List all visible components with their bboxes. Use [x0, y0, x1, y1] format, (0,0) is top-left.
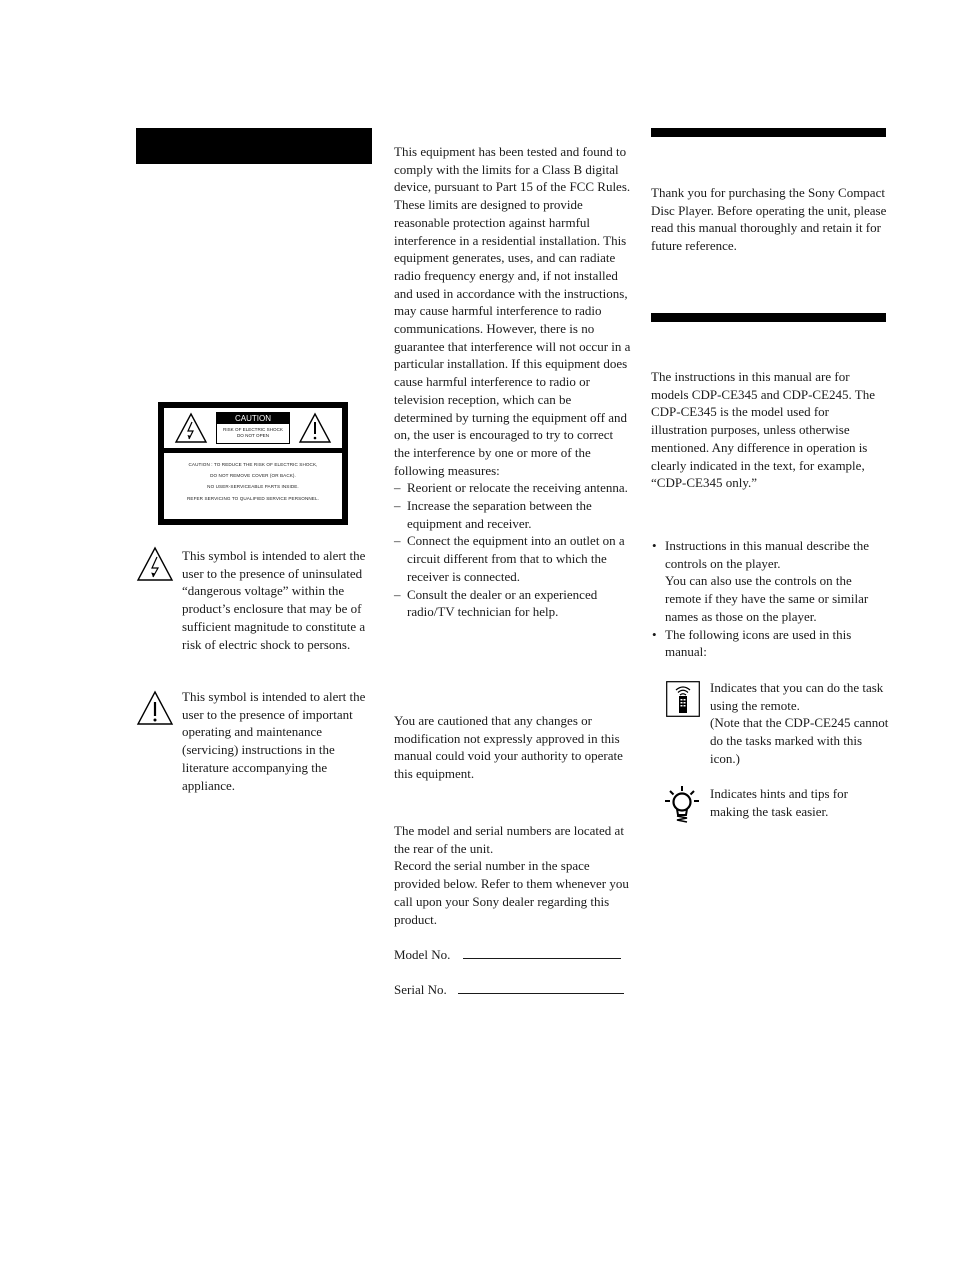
remote-icon [666, 681, 700, 717]
caution-label-subtitle [217, 424, 289, 438]
caution-label-top [164, 408, 342, 448]
measure-item: – Connect the equipment into an outlet on a circuit different from that to which the receiver is connected. [394, 532, 632, 585]
model-number-field [394, 946, 632, 964]
remote-icon-note: (Note that the CDP-CE245 cannot do the tasks marked with this icon.) [710, 715, 889, 766]
model-number-label: Model No. [394, 947, 451, 962]
convention-item [651, 537, 889, 626]
lightning-warning-icon [136, 546, 174, 582]
serial-record-text: Record the serial number in the space provided below. Refer to them whenever you call upon your Sony dealer regarding this product. [394, 858, 629, 927]
caution-label-line: DO NOT REMOVE COVER (OR BACK). [210, 473, 296, 479]
modification-caution [394, 712, 632, 783]
caution-label-line: CAUTION : TO REDUCE THE RISK OF ELECTRIC SHOCK, [188, 462, 318, 467]
caution-label-body [164, 453, 342, 519]
caution-label-line: REFER SERVICING TO QUALIFIED SERVICE PERSONNEL. [187, 495, 319, 501]
serial-section [394, 822, 632, 928]
caution-paragraph: You are cautioned that any changes or modification not expressly approved in this manual could void your authority to operate this equipment. [394, 713, 623, 782]
caution-label [158, 402, 348, 525]
fcc-statement: This equipment has been tested and found to comply with the limits for a Class B digital device, pursuant to Part 15 of the FCC Rules. These limits are designed to provide reasonable protection against harmful interference in a residential installation. This equipment generates, uses, and can radiate radio frequency energy and, if not installed and used in accordance with the instructions, may cause harmful interference to radio communications. However, there is no guarantee that interference will not occur in a particular installation. If this equipment does cause harmful interference to radio or television reception, which can be determined by turning the equipment off and on, the user is encouraged to try to correct the interference by one or more of the following measures: [394, 144, 631, 478]
measure-item: – Reorient or relocate the receiving antenna. [394, 479, 632, 497]
serial-number-blank[interactable] [458, 981, 624, 994]
serial-number-field [394, 981, 632, 999]
lightning-warning-icon [174, 412, 208, 444]
caution-label-head [216, 412, 290, 444]
welcome-section [651, 184, 887, 255]
remote-icon-description [710, 679, 890, 768]
about-manual-heading-bar [651, 313, 886, 322]
welcome-text: Thank you for purchasing the Sony Compact Disc Player. Before operating the unit, please read this manual thoroughly and retain it for future reference. [651, 185, 887, 254]
measure-item: – Increase the separation between the equipment and receiver. [394, 497, 632, 532]
warning-heading-bar [136, 128, 372, 164]
exclamation-warning-icon [136, 690, 174, 726]
convention-text: You can also use the controls on the remote if they have the same or similar names as those on the player. [665, 573, 869, 624]
welcome-heading-bar [651, 128, 886, 137]
measure-item: – Consult the dealer or an experienced radio/TV technician for help. [394, 586, 632, 621]
voltage-symbol-description: This symbol is intended to alert the user to the presence of uninsulated “dangerous voltage” within the product’s enclosure that may be of sufficient magnitude to constitute a risk of electric shock to persons. [182, 548, 366, 652]
tip-icon-description: Indicates hints and tips for making the task easier. [710, 786, 848, 819]
attention-symbol-description: This symbol is intended to alert the user to the presence of important operating and maintenance (servicing) instructions in the literature accompanying the appliance. [182, 689, 366, 793]
about-manual-section [651, 368, 887, 492]
remote-icon-text: Indicates that you can do the task using the remote. [710, 680, 884, 713]
exclamation-warning-icon [298, 412, 332, 444]
serial-number-label: Serial No. [394, 982, 447, 997]
lightbulb-tip-icon [664, 785, 700, 825]
caution-label-sub-line: RISK OF ELECTRIC SHOCK [223, 427, 283, 432]
conventions-section [651, 537, 889, 661]
fcc-section [394, 143, 632, 621]
caution-label-sub-line: DO NOT OPEN [236, 432, 270, 438]
about-manual-text: The instructions in this manual are for models CDP-CE345 and CDP-CE245. The CDP-CE345 is the model used for illustration purposes, unless otherwise mentioned. Any difference in operation is clearly indicated in the text, for example, “CDP-CE345 only.” [651, 369, 876, 491]
convention-item: • The following icons are used in this manual: [651, 626, 889, 661]
caution-label-line: NO USER-SERVICEABLE PARTS INSIDE. [207, 484, 299, 490]
serial-location-text: The model and serial numbers are located at the rear of the unit. [394, 823, 624, 856]
convention-text: • Instructions in this manual describe the controls on the player. [665, 538, 869, 571]
caution-label-title: CAUTION [217, 413, 289, 424]
model-number-blank[interactable] [463, 946, 621, 959]
